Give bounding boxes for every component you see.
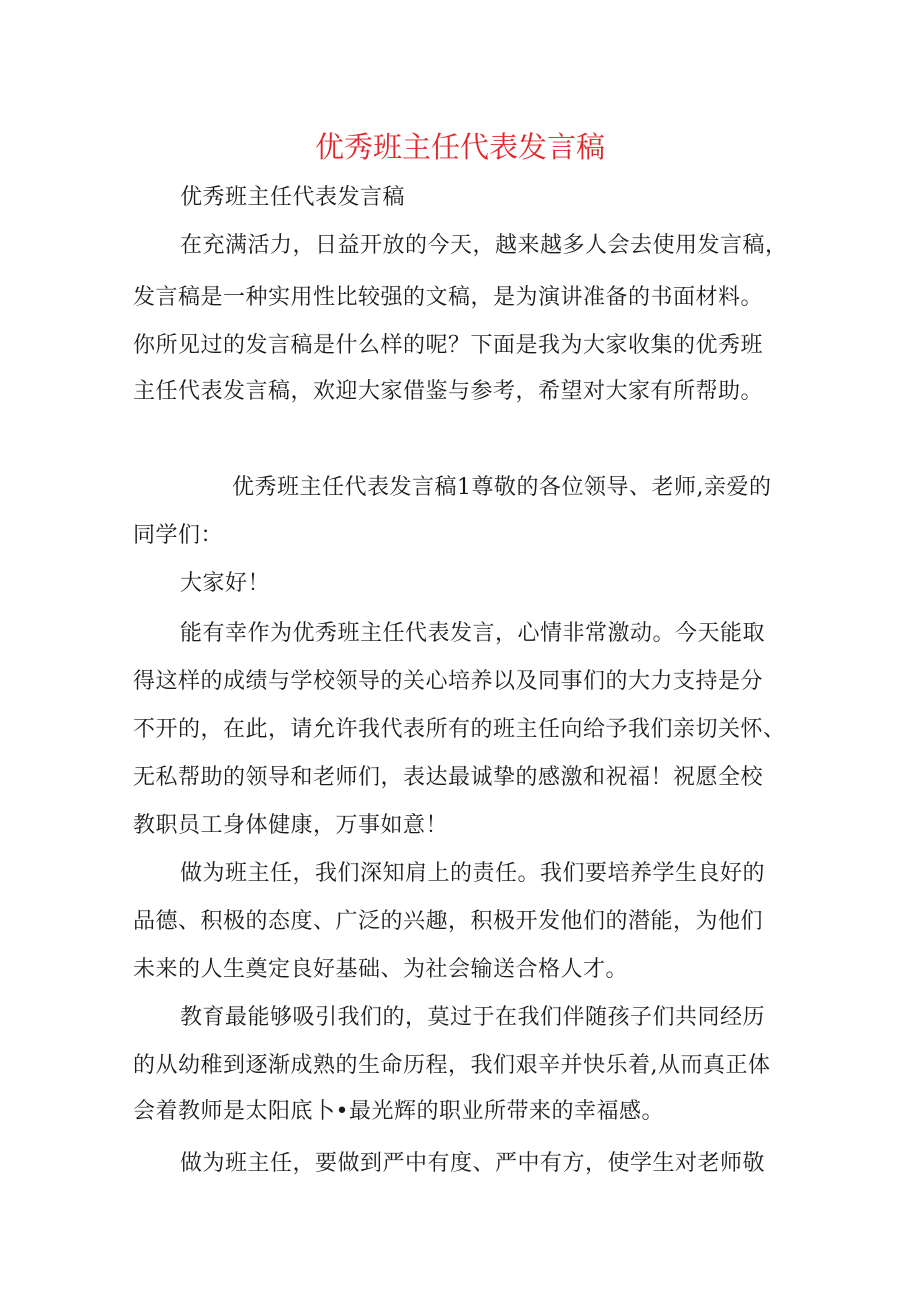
text-line: 品德、积极的态度、广泛的兴趣，积极开发他们的潜能，为他们 [133, 909, 764, 934]
text-line: 你所见过的发言稿是什么样的呢？下面是我为大家收集的优秀班 [133, 333, 764, 358]
text-line: 教育最能够吸引我们的，莫过于在我们伴随孩子们共同经历 [180, 1005, 766, 1030]
text-line: 教职员工身体健康，万事如意！ [133, 813, 449, 838]
subtitle-line: 优秀班主任代表发言稿 [180, 185, 406, 210]
text-line: 做为班主任，我们深知肩上的责任。我们要培养学生良好的 [180, 861, 766, 886]
text-line: 不开的，在此，请允许我代表所有的班主任向给予我们亲切关怀、 [133, 717, 786, 742]
text-line: 无私帮助的领导和老师们，表达最诚挚的感激和祝福！祝愿全校 [133, 765, 764, 790]
text-line: 发言稿是一种实用性比较强的文稿，是为演讲准备的书面材料。 [133, 285, 764, 310]
text-line: 同学们： [133, 523, 224, 548]
text-line: 主任代表发言稿，欢迎大家借鉴与参考，希望对大家有所帮助。 [133, 379, 764, 404]
text-line: 未来的人生奠定良好基础、为社会输送合格人才。 [133, 957, 629, 982]
document-title: 优秀班主任代表发言稿 [314, 130, 605, 164]
text-line: 会着教师是太阳底卜•最光辉的职业所带来的幸福感。 [133, 1099, 664, 1124]
section-heading-line: 优秀班主任代表发言稿1尊敬的各位领导、老师,亲爱的 [232, 475, 772, 500]
text-line: 能有幸作为优秀班主任代表发言，心情非常激动。今天能取 [180, 621, 766, 646]
text-line: 的从幼稚到逐渐成熟的生命历程，我们艰辛并快乐着,从而真正体 [133, 1053, 771, 1078]
greeting-line: 大家好！ [180, 571, 271, 596]
text-line: 得这样的成绩与学校领导的关心培养以及同事们的大力支持是分 [133, 669, 764, 694]
text-line: 做为班主任，要做到严中有度、严中有方，使学生对老师敬 [180, 1151, 766, 1176]
text-line: 在充满活力，日益开放的今天，越来越多人会去使用发言稿， [180, 233, 788, 258]
